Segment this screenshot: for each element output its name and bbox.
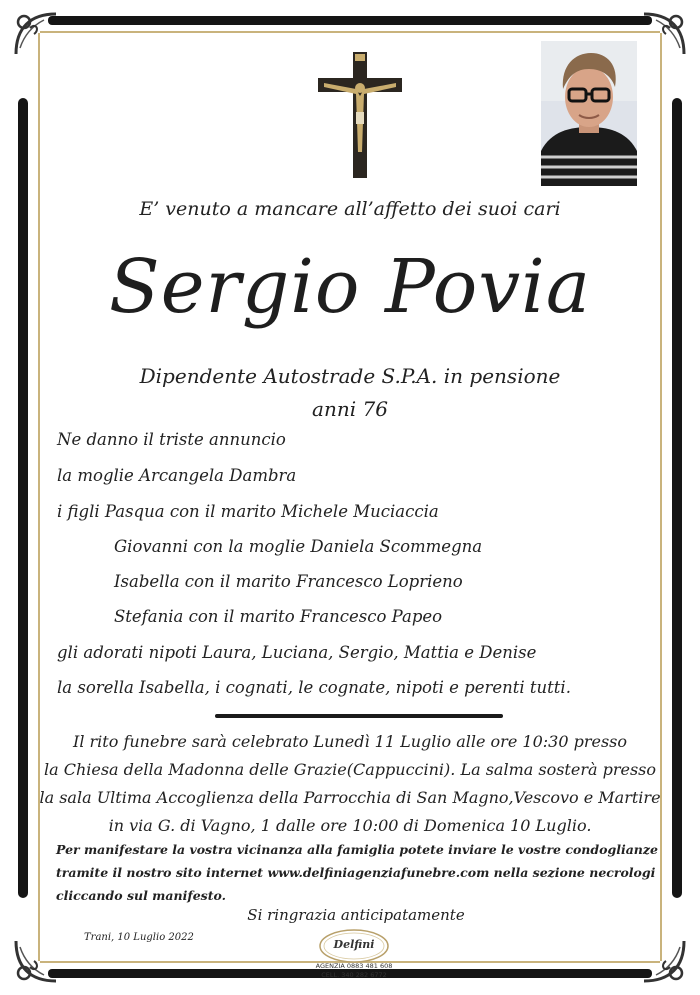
- condolences-line: Per manifestare la vostra vicinanza alla famiglia potete inviare le vostre condoglianze: [56, 842, 658, 857]
- condolences-line: tramite il nostro sito internet www.delfiniagenziafunebre.com nella sezione necrologi: [56, 865, 656, 880]
- announcement-line: la moglie Arcangela Dambra: [57, 466, 297, 485]
- place-date: Trani, 10 Luglio 2022: [84, 932, 194, 943]
- crucifix-icon: [318, 52, 402, 178]
- funeral-line: in via G. di Vagno, 1 dalle ore 10:00 di Domenica 10 Luglio.: [108, 816, 592, 835]
- thanks-text: Si ringrazia anticipatamente: [247, 906, 465, 924]
- announcement-line: gli adorati nipoti Laura, Luciana, Sergio, Mattia e Denise: [57, 643, 537, 662]
- announcement-line: i figli Pasqua con il marito Michele Muciaccia: [57, 502, 439, 521]
- corner-ornament-icon: [638, 935, 690, 987]
- announcement-line: Giovanni con la moglie Daniela Scommegna: [114, 537, 483, 556]
- corner-ornament-icon: [638, 8, 690, 60]
- agency-name: Delfini: [333, 938, 375, 951]
- funeral-line: Il rito funebre sarà celebrato Lunedì 11 Luglio alle ore 10:30 presso: [73, 732, 627, 751]
- corner-ornament-icon: [10, 8, 62, 60]
- deceased-age: anni 76: [312, 397, 388, 421]
- announcement-line: Isabella con il marito Francesco Loprieno: [114, 572, 463, 591]
- border-top: [48, 16, 652, 25]
- deceased-name: Sergio Povia: [109, 244, 591, 330]
- condolences-line: cliccando sul manifesto.: [56, 888, 226, 903]
- corner-ornament-icon: [10, 935, 62, 987]
- agency-phone: AGENZIA 0883 481 608: [315, 962, 393, 970]
- divider: [215, 714, 503, 718]
- agency-cell: CELL. 340 282 6772: [321, 971, 387, 979]
- announcement-line: la sorella Isabella, i cognati, le cognate, nipoti e perenti tutti.: [57, 678, 571, 697]
- announcement-line: Stefania con il marito Francesco Papeo: [114, 607, 443, 626]
- deceased-role: Dipendente Autostrade S.P.A. in pensione: [139, 364, 561, 388]
- funeral-line: la sala Ultima Accoglienza della Parrocchia di San Magno,Vescovo e Martire: [39, 788, 661, 807]
- announcement-line: Ne danno il triste annuncio: [57, 430, 286, 449]
- gold-line-top: [40, 31, 660, 33]
- funeral-line: la Chiesa della Madonna delle Grazie(Cappuccini). La salma sosterà presso: [43, 760, 657, 779]
- intro-text: E’ venuto a mancare all’affetto dei suoi cari: [139, 198, 561, 220]
- portrait-photo: [541, 41, 637, 186]
